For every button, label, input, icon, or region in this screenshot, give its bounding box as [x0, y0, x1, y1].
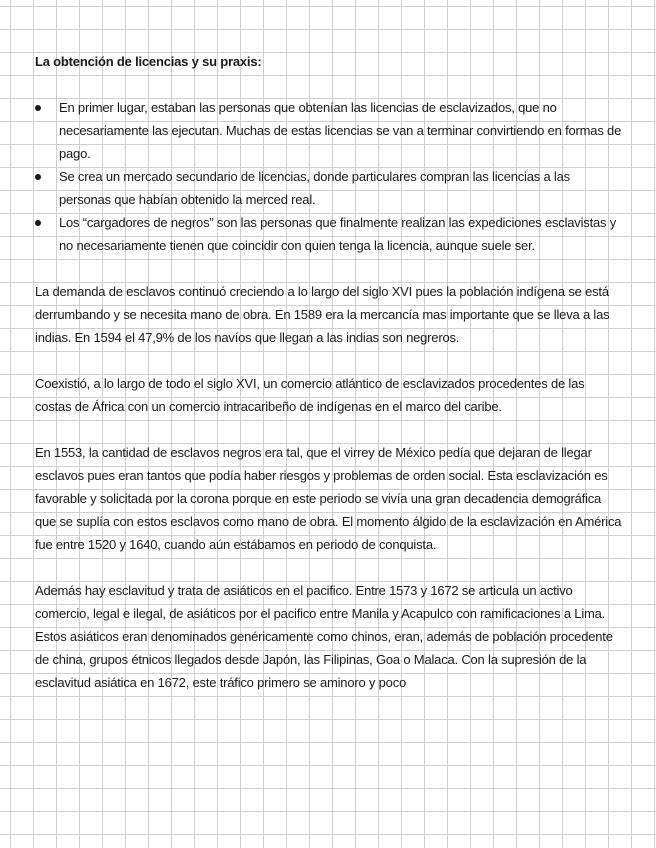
- paragraph-coexistence: Coexistió, a lo largo de todo el siglo XVI, un comercio atlántico de esclavizados procedentes de las costas de África con un comercio intracaribeño de indígenas en el marco del caribe.: [35, 376, 585, 414]
- paragraph-demand: La demanda de esclavos continuó creciendo a lo largo del siglo XVI pues la población indígena se está derrumbando y se necesita mano de obra. En 1589 era la mercancía mas importante que se lleva a las indias. En 1594 el 47,9% de los navíos que llegan a las indias son negreros.: [35, 284, 610, 345]
- bullet-icon: [35, 174, 41, 180]
- bullet-icon: [35, 220, 41, 226]
- bullet-icon: [35, 105, 41, 111]
- bullet-list: [35, 96, 623, 257]
- bullet-text: Los “cargadores de negros” son las personas que finalmente realizan las expediciones esclavistas y no necesariamente tienen que coincidir con quien tenga la licencia, aunque suele ser.: [59, 215, 617, 253]
- paragraph-asian-origins: Estos asiáticos eran denominados genéricamente como chinos, eran, además de población procedente de china, grupos étnicos llegados desde Japón, las Filipinas, Goa o Malaca. Con la supresión de la esclavitud asiática en 1672, este tráfico primero se aminoro y poco: [35, 629, 613, 690]
- paragraph-1553: En 1553, la cantidad de esclavos negros era tal, que el virrey de México pedía que dejaran de llegar esclavos pues eran tantos que podía haber riesgos y problemas de orden social. Esta esclavización es favorable y solicitada por la corona porque en este periodo se vivía una gran decadencia demográfica que se suplía con estos esclavos como mano de obra. El momento álgido de la esclavización en América fue entre 1520 y 1640, cuando aún estábamos en periodo de conquista.: [35, 445, 622, 552]
- bullet-text: Se crea un mercado secundario de licencias, donde particulares compran las licencias a las personas que habían obtenido la merced real.: [59, 169, 570, 207]
- bullet-item: [35, 96, 623, 165]
- section-heading: La obtención de licencias y su praxis:: [35, 54, 262, 69]
- paragraph-asian-slavery: Además hay esclavitud y trata de asiáticos en el pacifico. Entre 1573 y 1672 se articula un activo comercio, legal e ilegal, de asiáticos por el pacifico entre Manila y Acapulco con ramificaciones a Lima.: [35, 583, 606, 621]
- document-page: [35, 50, 623, 694]
- bullet-text: En primer lugar, estaban las personas que obtenían las licencias de esclavizados, que no necesariamente las ejecutan. Muchas de estas licencias se van a terminar convirtiendo en formas de pago.: [59, 100, 622, 161]
- bullet-item: [35, 165, 623, 211]
- bullet-item: [35, 211, 623, 257]
